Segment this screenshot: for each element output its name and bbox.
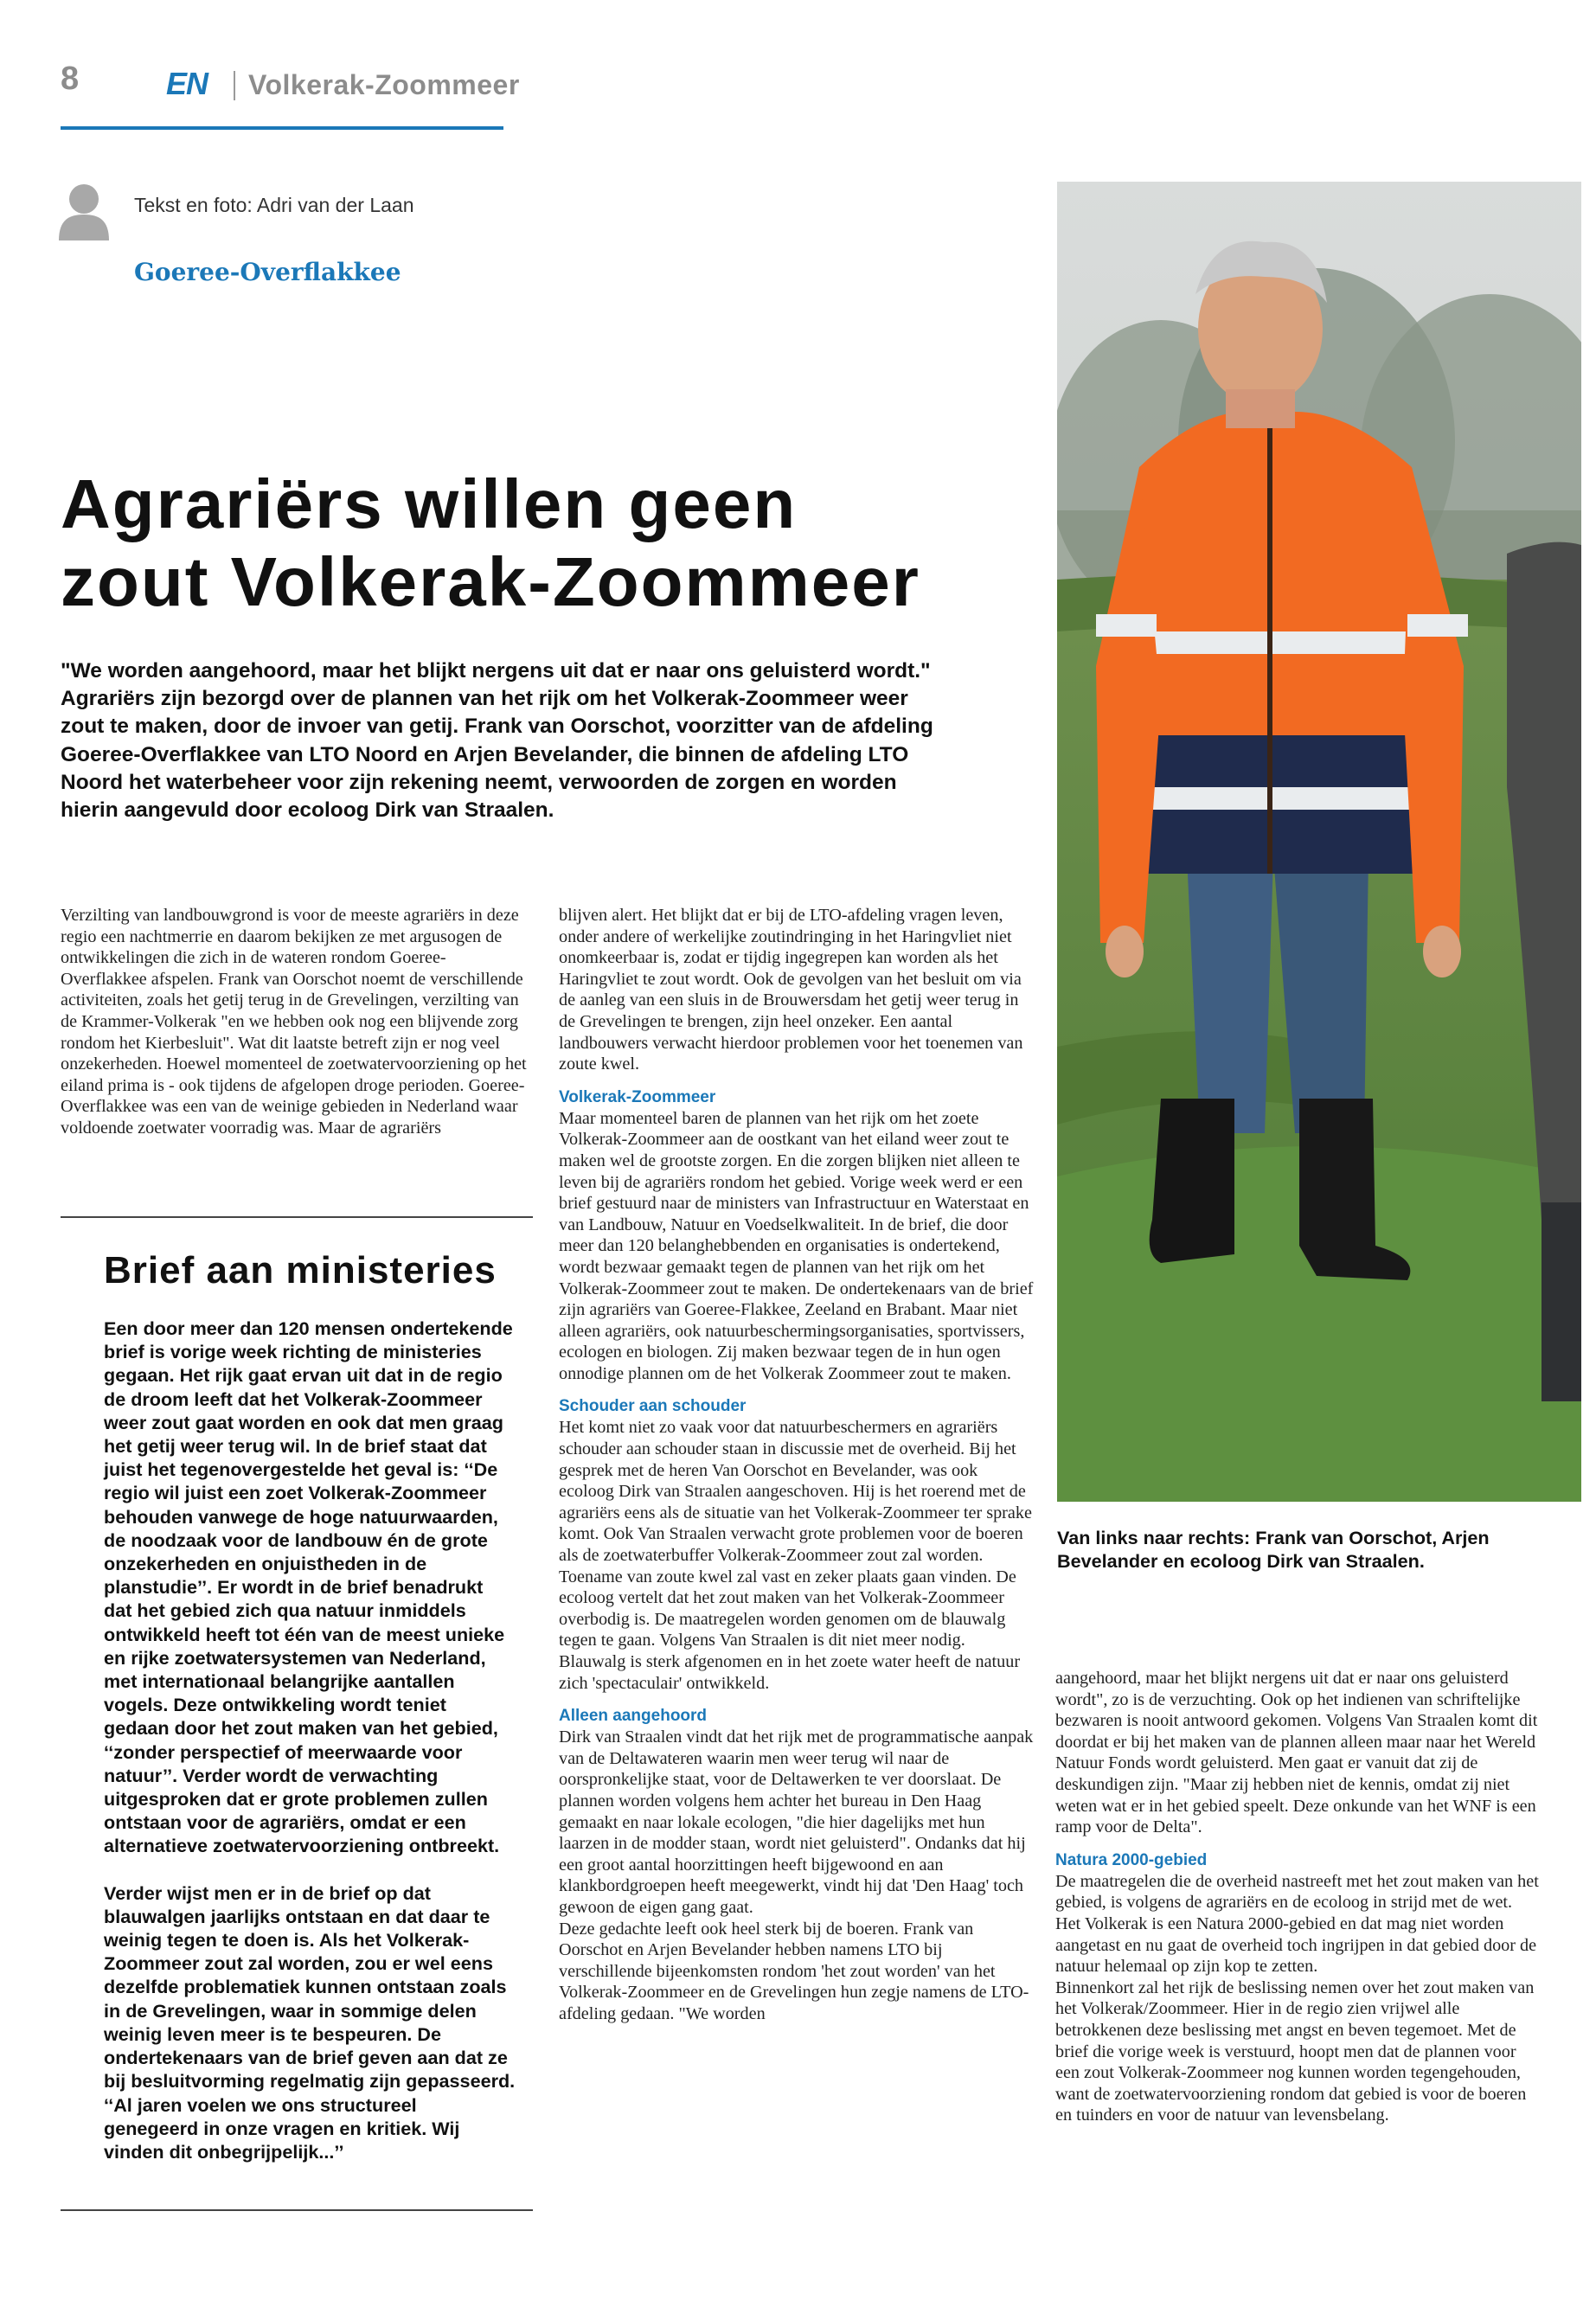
article-photo	[1057, 182, 1581, 1502]
photo-illustration	[1057, 182, 1581, 1502]
header-divider	[234, 71, 235, 100]
byline: Tekst en foto: Adri van der Laan	[134, 194, 414, 216]
body-paragraph: De maatregelen die de overheid nastreeft met het zout maken van het gebied, is volgens de agrariërs en de ecoloog in strijd met de wet. Het Volkerak is een Natura 2000-gebied en dat mag niet worden aangetast en nu gaat de overheid toch ingrijpen in dat gebied door de natuur helemaal op zijn kop te zetten.	[1055, 1871, 1539, 1977]
body-column-3	[1055, 1668, 1540, 2126]
box-rule-top	[61, 1216, 533, 1218]
headline	[61, 465, 1012, 621]
body-paragraph: Verzilting van landbouwgrond is voor de meeste agrariërs in deze regio een nachtmerrie en daarom bekijken ze met argusogen de ontwikkelingen die zich in de wateren rondom Goeree-Overflakkee afspelen. Frank van Oorschot noemt de verschillende activiteiten, zoals het getij terug in de Grevelingen, verzilting van de Krammer-Volkerak "en we hebben ook nog een blijvende zorg rondom het Kierbesluit". Wat dit laatste betreft zijn er nog veel onzekerheden. Hoewel momenteel de zoetwatervoorziening op het eiland prima is - ook tijdens de afgelopen droge perioden. Goeree-Overflakkee was een van de weinige gebieden in Nederland waar voldoende zoetwater voorradig was. Maar de agrariërs	[61, 906, 527, 1138]
box-body	[104, 1317, 516, 2163]
body-paragraph: aangehoord, maar het blijkt nergens uit dat er naar ons geluisterd wordt", zo is de verzuchting. Ook op het indienen van schriftelijke bezwaren is nooit antwoord gekomen. Volgens Van Straalen komt dit doordat er bij het maken van de plannen alleen maar naar het Wereld Natuur Fonds wordt geluisterd. Men gaat er vanuit dat zij de deskundigen zijn. "Maar zij hebben niet de kennis, omdat zij niet weten wat er in het gebied speelt. Deze onkunde van het WNF is een ramp voor de Delta".	[1055, 1669, 1538, 1837]
box-paragraph: Verder wijst men er in de brief op dat blauwalgen jaarlijks ontstaan en dat daar te weinig tegen te doen is. Als het Volkerak-Zoommeer zout zal worden, zou er wel eens dezelfde problematiek kunnen ontstaan zoals in de Grevelingen, waar in sommige delen weinig leven meer is te bespeuren. De ondertekenaars van de brief geven aan dat ze bij besluitvorming regelmatig zijn gepasseerd. ‘‘Al jaren voelen we ons structureel genegeerd in onze vragen en kritiek. Wij vinden dit onbegrijpelijk...’’	[104, 1881, 516, 2163]
photo-caption: Van links naar rechts: Frank van Oorschot, Arjen Bevelander en ecoloog Dirk van Straalen.	[1057, 1527, 1490, 1572]
body-column-2	[559, 905, 1035, 2025]
page-number: 8	[61, 61, 80, 97]
body-paragraph: Maar momenteel baren de plannen van het rijk om het zoete Volkerak-Zoommeer aan de oostkant van het eiland weer zout te maken wel de grootste zorgen. En die zorgen blijken niet alleen te leven bij de agrariërs rondom het gebied. Vorige week werd er een brief gestuurd naar de ministers van Infrastructuur en Waterstaat en van Landbouw, Natuur en Voedselkwaliteit. In de brief, die door meer dan 120 belanghebbenden en organisaties is ondertekend, wordt bezwaar gemaakt tegen de plannen van het rijk om het Volkerak-Zoommeer zout te maken. De ondertekenaars van de brief zijn agrariërs van Goeree-Flakkee, Zeeland en Brabant. Maar niet alleen agrariërs, ook natuurbeschermingsorganisaties, sportvissers, ecologen en biologen. Zij maken bezwaar tegen de in hun ogen onnodige plannen om de het Volkerak Zoommeer zout te maken.	[559, 1108, 1034, 1383]
box-paragraph: Een door meer dan 120 mensen ondertekende brief is vorige week richting de ministeries gegaan. Het rijk gaat ervan uit dat in de regio de droom leeft dat het Volkerak-Zoommeer weer zout gaat worden en ook dat men graag het getij weer terug wil. In de brief staat dat juist het tegenovergestelde het geval is: ‘‘De regio wil juist een zoet Volkerak-Zoommeer behouden vanwege de hoge natuurwaarden, de noodzaak voor de landbouw én de grote onzekerheden en onjuistheden in de planstudie’’. Er wordt in de brief benadrukt dat het gebied zich qua natuur inmiddels ontwikkeld heeft tot één van de meest unieke en rijke zoetwatersystemen van Nederland, met internationaal belangrijke aantallen vogels. Deze ontwikkeling wordt teniet gedaan door het zout maken van het gebied, ‘‘zonder perspectief of meerwaarde voor natuur’’. Verder wordt de verwachting uitgesproken dat er grote problemen zullen ontstaan voor de agrariërs, omdat er een alternatieve zoetwatervoorziening ontbreekt.	[104, 1317, 513, 1857]
body-paragraph: Het komt niet zo vaak voor dat natuurbeschermers en agrariërs schouder aan schouder staan in discussie met de overheid. Bij het gesprek met de heren Van Oorschot en Bevelander, was ook ecoloog Dirk van Straalen aangeschoven. Hij is het roerend met de agrariërs eens als de situatie van het Volkerak-Zoommeer ter sprake komt. Ook Van Straalen verwacht grote problemen voor de boeren als de zoetwaterbuffer Volkerak-Zoommeer zout zal worden. Toename van zoute kwel zal vast en zeker plaats gaan vinden. De ecoloog vertelt dat het zout maken van het Volkerak-Zoommeer overbodig is. De maatregelen worden genomen om de blauwalg tegen te gaan. Volgens Van Straalen is dit niet meer nodig. Blauwalg is sterk afgenomen en in het zoete water heeft de natuur zich 'spectaculair' ontwikkeld.	[559, 1418, 1032, 1693]
body-column-1	[61, 905, 528, 1139]
region-label: Goeree-Overflakkee	[134, 258, 401, 286]
box-title: Brief aan ministeries	[104, 1249, 497, 1292]
lead-paragraph: "We worden aangehoord, maar het blijkt nergens uit dat er naar ons geluisterd wordt." Agrariërs zijn bezorgd over de plannen van het rijk om het Volkerak-Zoommeer weer zout te maken, door de invoer van getij. Frank van Oorschot, voorzitter van de afdeling Goeree-Overflakkee van LTO Noord en Arjen Bevelander, die binnen de afdeling LTO Noord het waterbeheer voor zijn rekening neemt, verwoorden de zorgen en worden hierin aangevuld door ecoloog Dirk van Straalen.	[61, 659, 933, 823]
subheading-natura: Natura 2000-gebied	[1055, 1850, 1208, 1869]
body-paragraph: Deze gedachte leeft ook heel sterk bij de boeren. Frank van Oorschot en Arjen Bevelander hebben namens LTO bij verschillende bijeenkomsten rondom 'het zout worden' van het Volkerak-Zoommeer en de Grevelingen hun zegje namens de LTO-afdeling gedaan. "We worden	[559, 1919, 1029, 2023]
body-paragraph: blijven alert. Het blijkt dat er bij de LTO-afdeling vragen leven, onder andere of werkelijke zoutindringing in het Haringvliet niet onomkeerbaar is, zodat er tijdig ingegrepen kan worden als het Haringvliet te zout wordt. Ook de gevolgen van het besluit om via de aanleg van een sluis in de Brouwersdam het getij weer terug in de Grevelingen te brengen, zijn heel onzeker. Een aantal landbouwers verwacht hierdoor problemen voor het toenemen van zoute kwel.	[559, 906, 1023, 1074]
subheading-schouder: Schouder aan schouder	[559, 1397, 747, 1416]
subheading-volkerak: Volkerak-Zoommeer	[559, 1087, 716, 1106]
subheading-aangehoord: Alleen aangehoord	[559, 1707, 708, 1726]
body-paragraph: Dirk van Straalen vindt dat het rijk met de programmatische aanpak van de Deltawateren waarin men weer terug wil naar de oorspronkelijke staat, voor de Deltawerken te ver doorslaat. De plannen worden volgens hem achter het bureau in Den Haag gemaakt en naar lokale ecologen, "die hier dagelijks met hun laarzen in de modder staan, wordt niet geluisterd". Ondanks dat hij een groot aantal hoorzittingen heeft bijgewoond en aan klankbordgroepen heeft meegewerkt, vindt hij dat 'Den Haag' toch gewoon de eigen gang gaat.	[559, 1727, 1034, 1917]
box-rule-bottom	[61, 2209, 533, 2211]
headline-line-2: zout Volkerak-Zoommeer	[61, 543, 920, 620]
header-section-title: Volkerak-Zoommeer	[248, 69, 520, 100]
body-paragraph: Binnenkort zal het rijk de beslissing nemen over het zout maken van het Volkerak/Zoommeer. Hier in de regio zien vrijwel alle betrokkenen deze beslissing met angst en beven tegemoet. Met de brief die vorige week is verstuurd, hoopt men dat de plannen voor een zout Volkerak-Zoommeer nog kunnen worden tegengehouden, want de zoetwatervoorziening rondom dat gebied is voor de boeren en tuinders en voor de natuur van levensbelang.	[1055, 1977, 1535, 2125]
header-rule	[61, 126, 503, 130]
headline-line-1: Agrariërs willen geen	[61, 465, 798, 542]
brand-logo: EN	[166, 66, 208, 101]
author-avatar-icon	[59, 182, 109, 240]
